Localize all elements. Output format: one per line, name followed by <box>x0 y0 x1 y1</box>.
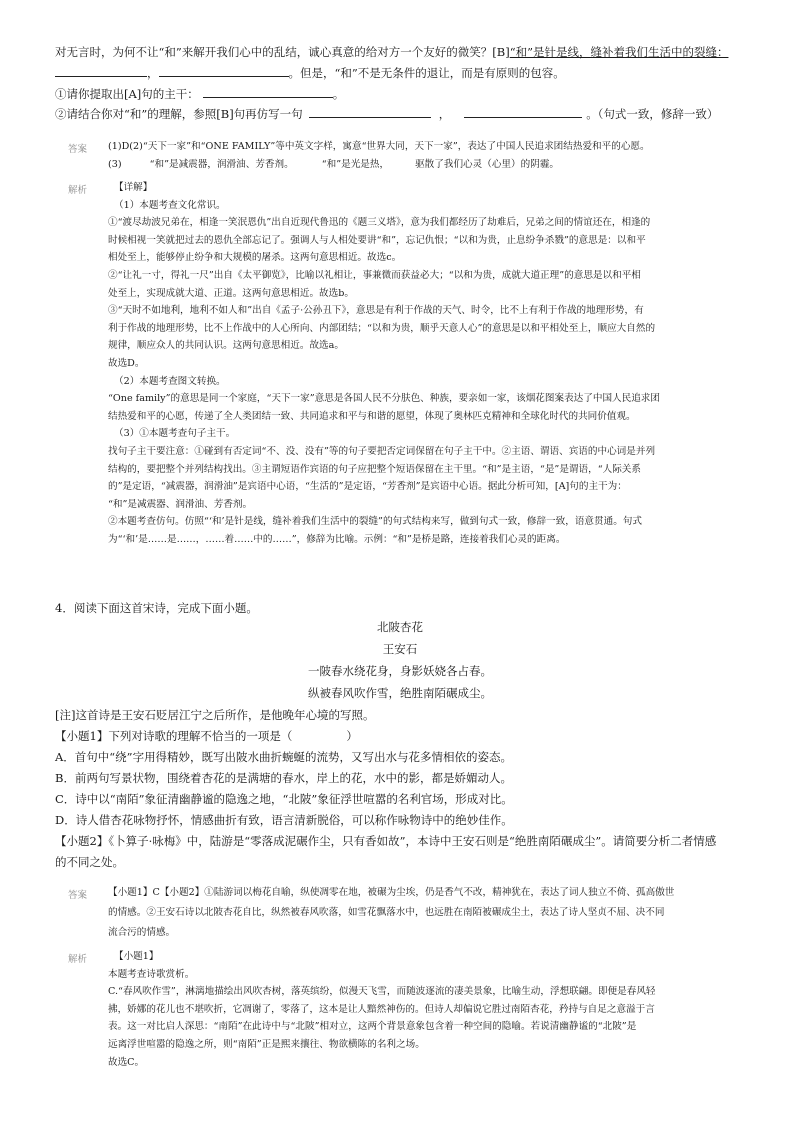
explanation3-body <box>108 179 738 548</box>
explanation-line: 的”是定语，“减震器，润滑油”是宾语中心语，“生活的”是定语，“芳香剂”是宾语中心语。据此分析可知，[A]句的主干为： <box>108 481 627 493</box>
answer-blank[interactable] <box>203 84 333 98</box>
explanation-line: （1）本题考查文化常识。 <box>114 199 226 211</box>
answer4-line1: 【小题1】C【小题2】①陆游词以梅花自喻，纵使凋零在地，被碾为尘埃，仍是香气不改，精神犹在，表达了词人独立不倚、孤高傲世 <box>108 887 675 898</box>
explanation-line: 为“‘和’是……是……，……着……中的……”，修辞为比喻。示例：“和”是桥是路，连接着我们心灵的距离。 <box>108 533 566 545</box>
answer-label: 答案 <box>68 144 88 155</box>
answer-blank[interactable] <box>55 63 147 77</box>
answer-blank[interactable] <box>464 104 582 118</box>
explanation-line: ②本题考查仿句。仿照“‘和’是针是线，缝补着我们生活中的裂缝”的句式结构来写，做到句式一致，修辞一致，语意贯通。句式 <box>108 516 642 528</box>
explanation-line: ③“天时不如地利，地利不如人和”出自《孟子·公孙丑下》，意思是有利于作战的天气、时令，比不上有利于作战的地理形势，有 <box>108 305 644 317</box>
q3-line1 <box>55 42 745 62</box>
answer3-line2: (3) “和”是减震器，润滑油、芳香剂。 “和”是光是热， 驱散了我们心灵（心里）的阴霾。 <box>108 159 559 170</box>
answer3-line1: (1)D(2)“天下一家”和“ONE FAMILY”等中英文字样，寓意“世界大同，天下一家”，表达了中国人民追求团结热爱和平的心愿。 <box>108 141 650 152</box>
explanation-line: 本题考查诗歌赏析。 <box>108 968 195 980</box>
explanation-line: （3）①本题考查句子主干。 <box>114 428 236 440</box>
explanation-label: 解析 <box>68 954 88 965</box>
q4-sub1: 【小题1】下列对诗歌的理解不恰当的一项是（ ） <box>55 729 358 743</box>
explanation-line: 相处至上，能够停止纷争和大规模的屠杀。这两句意思相近。故选c。 <box>108 252 402 264</box>
q4-sub2-line1: 【小题2】《卜算子·咏梅》中，陆游是“零落成泥碾作尘，只有香如故”，本诗中王安石则是“绝胜南陌碾成尘”。请简要分析二者情感 <box>55 834 717 848</box>
explanation4-body <box>108 948 738 1071</box>
explanation-line: 拂，娇娜的花儿也不堪吹折，它凋谢了，零落了，这本是让人黯然神伤的。但诗人却偏说它胜过南陌杏花，矜持与自足之意溢于言 <box>108 1003 655 1015</box>
explanation-label: 解析 <box>68 185 88 196</box>
poem-title: 北陂杏花 <box>377 620 423 634</box>
poem-verse-1: 一陂春水绕花身，身影妖娆各占春。 <box>308 664 492 678</box>
option-a: A．首句中“绕”字用得精妙，既写出陂水曲折蜿蜒的流势，又写出水与花多情相依的姿态。 <box>55 750 513 764</box>
explanation-line: 处至上，实现成就大道、正道。这两句意思相近。故选b。 <box>108 287 354 299</box>
poem-verse-2: 纵被春风吹作雪，绝胜南陌碾成尘。 <box>308 686 492 700</box>
explanation-line: 规律，顺应众人的共同认识。这两句意思相近。故选a。 <box>108 340 344 352</box>
explanation-line: ①“渡尽劫波兄弟在，相逢一笑泯恩仇”出自近现代鲁迅的《题三义塔》，意为我们都经历了劫难后，兄弟之间的情谊还在，相逢的 <box>108 217 651 229</box>
option-b: B．前两句写景状物，围绕着杏花的是满塘的春水，岸上的花，水中的影，都是娇媚动人。 <box>55 771 512 785</box>
explanation-line: C.“春风吹作雪”，淋漓地描绘出风吹杏树，落英缤纷，似漫天飞雪，而随波逐流的凄美景象，比喻生动，浮想联翩。即便是春风轻 <box>108 986 656 998</box>
q3-sub1: ①请你提取出[A]句的主干： 。 <box>55 84 745 104</box>
explanation-line: 表。这一对比启人深思：“南陌”在此诗中与“北陂”相对立，这两个背景意象包含着一种空间的隐喻。若说清幽静谧的“北陂”是 <box>108 1021 637 1033</box>
explanation-line: 结热爱和平的心愿，传递了全人类团结一致、共同追求和平与和谐的愿望，体现了奥林匹克精神和全球化时代的共同价值观。 <box>108 410 636 422</box>
explanation-line: 远离浮世喧嚣的隐逸之所，则“南陌”正是熙来攘往、物欲横陈的名利之场。 <box>108 1038 425 1050</box>
q4-sub2-line2: 的不同之处。 <box>55 855 124 869</box>
q4-intro: 4．阅读下面这首宋诗，完成下面小题。 <box>55 601 258 615</box>
explanation-line: “和”是减震器、润滑油、芳香剂。 <box>108 498 253 510</box>
answer4-line2: 的情感。②王安石诗以北陂杏花自比，纵然被春风吹落，如雪花飘落水中，也远胜在南陌被碾成尘土，表达了诗人坚贞不屈、决不同 <box>108 907 665 918</box>
poem-author: 王安石 <box>382 642 418 656</box>
q3-line2-text: 。但是，“和”不是无条件的退让，而是有原则的包容。 <box>288 66 565 80</box>
poem-note: [注]这首诗是王安石贬居江宁之后所作，是他晚年心境的写照。 <box>55 708 375 722</box>
explanation-line: 故选D。 <box>108 357 145 369</box>
explanation-line: ②“让礼一寸，得礼一尺”出自《太平御览》，比喻以礼相让，事兼微而获益必大；“以和为贵，成就大道正理”的意思是以和平相 <box>108 269 641 281</box>
q3-b-sentence: “和”是针是线，缝补着我们生活中的裂缝： <box>509 45 729 59</box>
explanation-line: 找句子主干要注意：①碰到有否定词“不、没、没有”等的句子要把否定词保留在句子主干中。②主语、谓语、宾语的中心词是并列 <box>108 445 656 457</box>
explanation-line: 结构的，要把整个并列结构找出。③主谓短语作宾语的句子应把整个短语保留在主干里。“和”是主语，“是”是谓语，“人际关系 <box>108 463 641 475</box>
answer-label: 答案 <box>68 890 88 901</box>
explanation-line: 利于作战的地理形势，比不上作战中的人心所向、内部团结；“以和为贵，顺乎天意人心”的意思是以和平相处至上，顺应大自然的 <box>108 322 656 334</box>
explanation-line: 【详解】 <box>114 182 153 193</box>
answer-blank[interactable] <box>159 63 289 77</box>
option-d: D．诗人借杏花咏物抒怀，情感曲折有致，语言清新脱俗，可以称作咏物诗中的绝妙佳作。 <box>55 813 513 827</box>
explanation-line: （2）本题考查图文转换。 <box>114 375 226 387</box>
answer-blank[interactable] <box>309 104 431 118</box>
explanation-line: 时候相视一笑就把过去的恩仇全部忘记了。强调人与人相处要讲“和”，忘记仇恨；“以和为贵，止息纷争杀戮”的意思是：以和平 <box>108 234 646 246</box>
answer4-line3: 流合污的情感。 <box>108 927 176 938</box>
q3-line1-text: 对无言时，为何不让“和”来解开我们心中的乱结，诚心真意的给对方一个友好的微笑？[B] <box>55 45 510 59</box>
option-c: C．诗中以“南陌”象征清幽静谧的隐逸之地，“北陂”象征浮世喧嚣的名利官场，形成对比。 <box>55 792 513 806</box>
explanation-line: 【小题1】 <box>114 951 159 962</box>
q3-line2: ， 。但是，“和”不是无条件的退让，而是有原则的包容。 <box>55 63 745 83</box>
q3-sub2: ②请结合你对“和”的理解，参照[B]句再仿写一句 ， 。（句式一致，修辞一致） <box>55 104 745 124</box>
explanation-line: 故选C。 <box>108 1056 145 1068</box>
explanation-line: “One family”的意思是同一个家庭，“天下一家”意思是各国人民不分肤色、种族，要亲如一家，该烟花图案表达了中国人民追求团 <box>108 393 660 405</box>
